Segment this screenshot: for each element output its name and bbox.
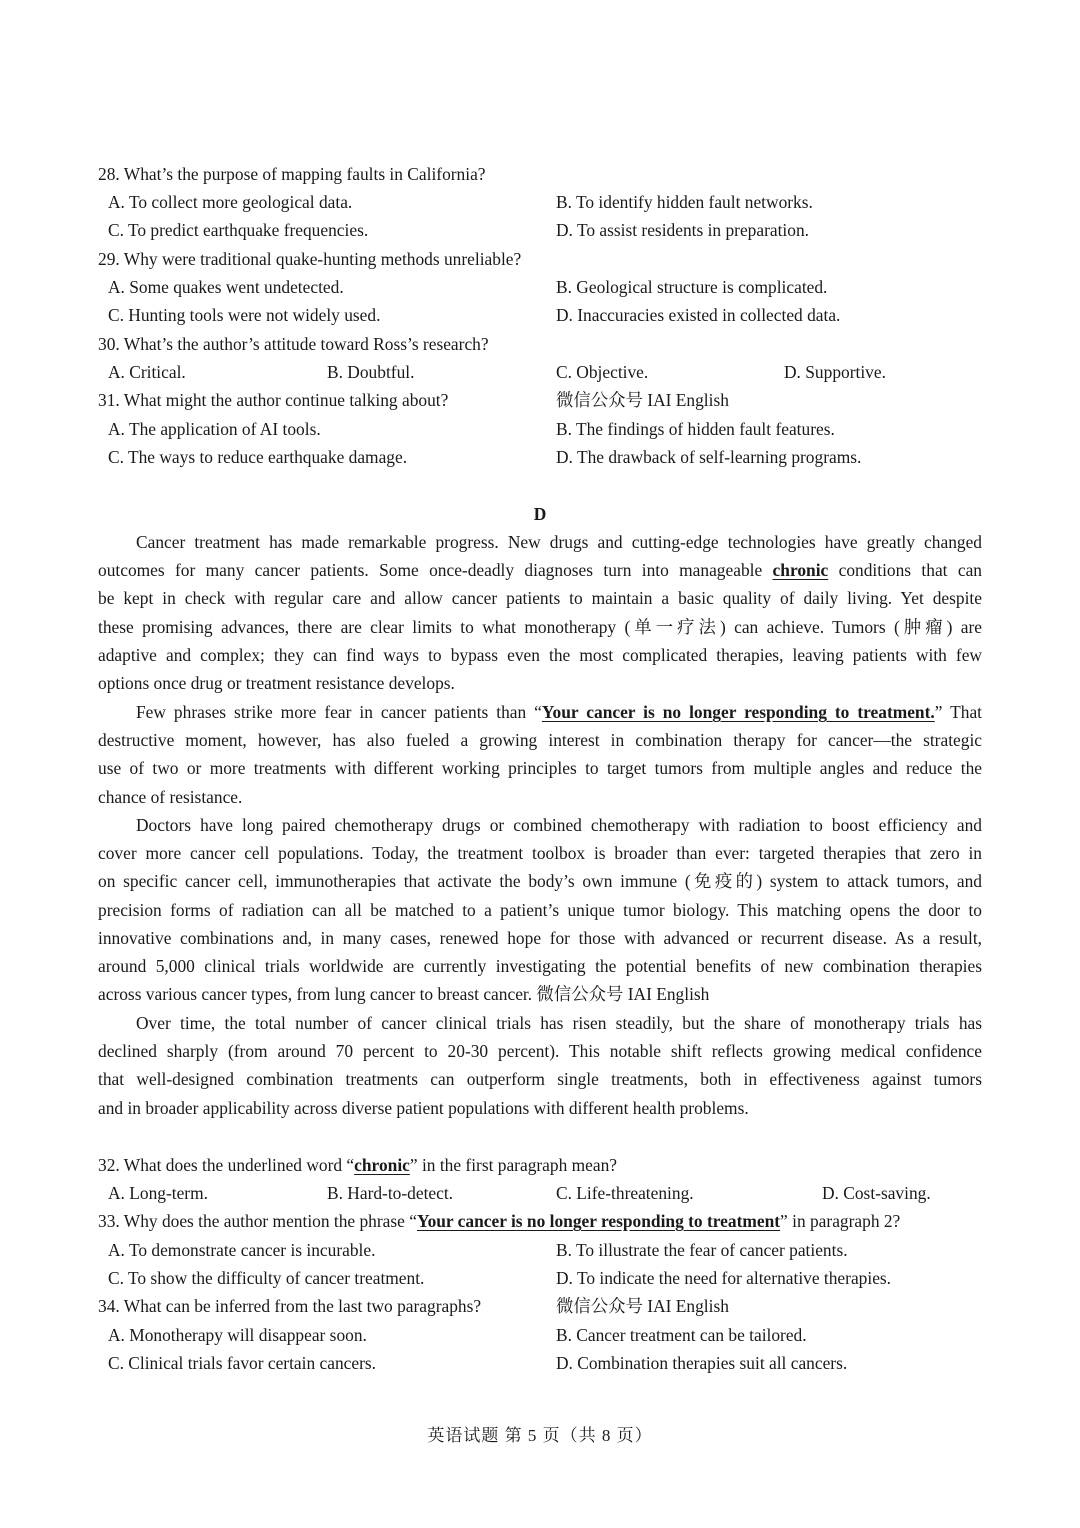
option-30-c: C. Objective. — [556, 362, 649, 382]
question-stem: Why were traditional quake-hunting methods unreliable? — [123, 249, 522, 269]
paragraph-line: Cancer treatment has made remarkable progress. New drugs and cutting-edge technologies have greatly changed — [136, 532, 982, 552]
passage-paragraph-2 — [98, 698, 982, 811]
option-32-a: A. Long-term. — [108, 1183, 208, 1203]
paragraph-line: Few phrases strike more fear in cancer patients than “Your cancer is no longer responding to treatment.” That — [136, 702, 982, 722]
question-number: 29. — [98, 249, 120, 269]
option-30-a: A. Critical. — [108, 362, 186, 382]
question-stem: What can be inferred from the last two paragraphs? — [123, 1296, 482, 1316]
paragraph-line: outcomes for many cancer patients. Some once-deadly diagnoses turn into manageable chronic conditions that can — [98, 560, 982, 581]
question-stem: What’s the purpose of mapping faults in California? — [123, 164, 486, 184]
question-number: 34. — [98, 1296, 120, 1316]
paragraph-line: be kept in check with regular care and allow cancer patients to maintain a basic quality of daily living. Yet despite — [98, 588, 982, 609]
option-32-c: C. Life-threatening. — [556, 1183, 694, 1203]
question-number: 32. — [98, 1155, 120, 1175]
question-stem: Why does the author mention the phrase “Your cancer is no longer responding to treatment” in paragraph 2? — [123, 1211, 901, 1231]
underlined-phrase: Your cancer is no longer responding to treatment — [416, 1211, 781, 1231]
underlined-word-chronic: chronic — [354, 1155, 410, 1175]
watermark-text: 微信公众号 IAI English — [556, 1296, 729, 1316]
paragraph-line: innovative combinations and, in many cases, renewed hope for those with advanced or recurrent disease. As a result, — [98, 927, 982, 948]
option-29-c: C. Hunting tools were not widely used. — [108, 305, 381, 325]
paragraph-line: and in broader applicability across diverse patient populations with different health problems. — [98, 1097, 749, 1118]
paragraph-line: chance of resistance. — [98, 786, 243, 807]
paragraph-line: across various cancer types, from lung cancer to breast cancer. 微信公众号 IAI English — [98, 984, 710, 1005]
question-number: 28. — [98, 164, 120, 184]
option-29-b: B. Geological structure is complicated. — [556, 277, 828, 297]
paragraph-line: around 5,000 clinical trials worldwide are currently investigating the potential benefits of new combination therapies — [98, 956, 982, 977]
option-30-d: D. Supportive. — [784, 362, 886, 382]
question-34 — [98, 1292, 481, 1320]
option-31-d: D. The drawback of self-learning programs. — [556, 447, 862, 467]
option-32-d: D. Cost-saving. — [822, 1183, 931, 1203]
question-number: 31. — [98, 390, 120, 410]
question-stem: What might the author continue talking about? — [123, 390, 449, 410]
paragraph-line: cover more cancer cell populations. Today, the treatment toolbox is broader than ever: targeted therapies that zero in — [98, 843, 982, 864]
option-30-b: B. Doubtful. — [327, 362, 415, 382]
option-33-a: A. To demonstrate cancer is incurable. — [108, 1240, 376, 1260]
page-footer: 英语试题 第 5 页（共 8 页） — [427, 1426, 653, 1445]
passage-paragraph-1 — [98, 528, 982, 697]
paragraph-line: Over time, the total number of cancer clinical trials has risen steadily, but the share of monotherapy trials has — [136, 1013, 982, 1033]
question-stem: What does the underlined word “chronic” in the first paragraph mean? — [123, 1155, 618, 1175]
underlined-phrase: Your cancer is no longer responding to treatment. — [541, 702, 935, 722]
option-34-b: B. Cancer treatment can be tailored. — [556, 1325, 807, 1345]
question-29 — [98, 245, 521, 273]
question-30 — [98, 330, 489, 358]
paragraph-line: precision forms of radiation can all be matched to a patient’s unique tumor biology. This matching opens the door to — [98, 899, 982, 920]
question-number: 30. — [98, 334, 120, 354]
passage-paragraph-3 — [98, 811, 982, 1008]
paragraph-line: Doctors have long paired chemotherapy drugs or combined chemotherapy with radiation to boost efficiency and — [136, 815, 982, 835]
paragraph-line: use of two or more treatments with different working principles to target tumors from multiple angles and reduce the — [98, 758, 982, 779]
option-33-b: B. To illustrate the fear of cancer patients. — [556, 1240, 848, 1260]
option-31-c: C. The ways to reduce earthquake damage. — [108, 447, 408, 467]
paragraph-line: these promising advances, there are clear limits to what monotherapy (单一疗法) can achieve. Tumors (肿瘤) are — [98, 616, 982, 637]
question-number: 33. — [98, 1211, 120, 1231]
option-32-b: B. Hard-to-detect. — [327, 1183, 454, 1203]
question-28 — [98, 160, 486, 188]
paragraph-line: destructive moment, however, has also fueled a growing interest in combination therapy for cancer—the strategic — [98, 730, 982, 751]
question-32 — [98, 1151, 617, 1179]
watermark-text: 微信公众号 IAI English — [556, 390, 729, 410]
paragraph-line: adaptive and complex; they can find ways to bypass even the most complicated therapies, leaving patients with few — [98, 644, 982, 665]
question-stem: What’s the author’s attitude toward Ross’s research? — [123, 334, 489, 354]
passage-paragraph-4 — [98, 1009, 982, 1122]
option-33-d: D. To indicate the need for alternative therapies. — [556, 1268, 892, 1288]
option-29-d: D. Inaccuracies existed in collected data. — [556, 305, 841, 325]
option-28-c: C. To predict earthquake frequencies. — [108, 220, 369, 240]
paragraph-line: on specific cancer cell, immunotherapies that activate the body’s own immune (免疫的) system to attack tumors, and — [98, 871, 982, 892]
option-34-d: D. Combination therapies suit all cancers. — [556, 1353, 848, 1373]
question-33 — [98, 1207, 900, 1235]
paragraph-line: options once drug or treatment resistance develops. — [98, 673, 455, 694]
passage-heading: D — [533, 504, 547, 524]
option-34-c: C. Clinical trials favor certain cancers. — [108, 1353, 376, 1373]
option-28-a: A. To collect more geological data. — [108, 192, 353, 212]
question-31 — [98, 386, 448, 414]
underlined-word-chronic: chronic — [772, 560, 829, 581]
option-29-a: A. Some quakes went undetected. — [108, 277, 344, 297]
paragraph-line: that well-designed combination treatments can outperform single treatments, both in effectiveness against tumors — [98, 1069, 982, 1090]
option-31-a: A. The application of AI tools. — [108, 419, 321, 439]
option-33-c: C. To show the difficulty of cancer treatment. — [108, 1268, 425, 1288]
option-28-d: D. To assist residents in preparation. — [556, 220, 809, 240]
paragraph-line: declined sharply (from around 70 percent to 20-30 percent). This notable shift reflects growing medical confidence — [98, 1041, 982, 1062]
option-34-a: A. Monotherapy will disappear soon. — [108, 1325, 367, 1345]
option-31-b: B. The findings of hidden fault features. — [556, 419, 835, 439]
option-28-b: B. To identify hidden fault networks. — [556, 192, 813, 212]
